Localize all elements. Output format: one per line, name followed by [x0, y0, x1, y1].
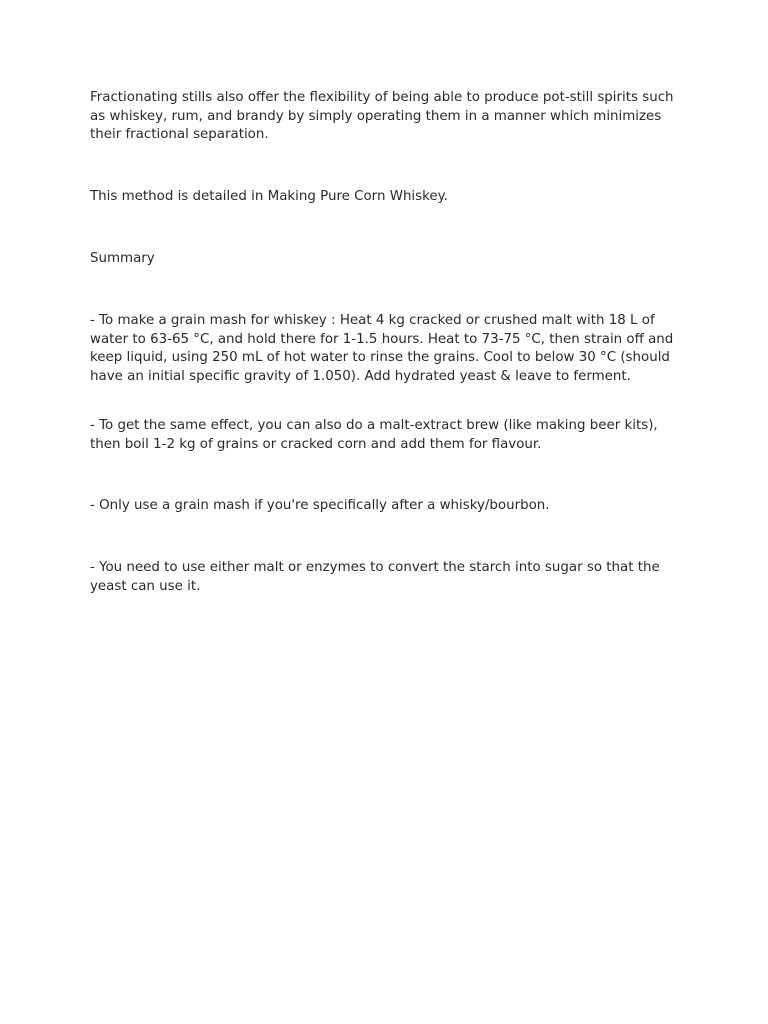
summary-heading: Summary — [90, 251, 155, 266]
grain-mash-usage-paragraph: - Only use a grain mash if you're specifically after a whisky/bourbon. — [90, 498, 550, 513]
grain-mash-paragraph: - To make a grain mash for whiskey : Heat 4 kg cracked or crushed malt with 18 L of water to 63-65 °C, and hold there for 1-1.5 hours. Heat to 73-75 °C, then strain off and keep liquid, using 250 mL of hot water to rinse the grains. Cool to below 30 °C (should have an initial specific gravity of 1.050). Add hydrated yeast & leave to ferment. — [90, 313, 674, 384]
enzymes-paragraph: - You need to use either malt or enzymes to convert the starch into sugar so that the yeast can use it. — [90, 560, 660, 594]
malt-extract-paragraph: - To get the same effect, you can also do a malt-extract brew (like making beer kits), then boil 1-2 kg of grains or cracked corn and add them for flavour. — [90, 418, 658, 452]
intro-paragraph: Fractionating stills also offer the flexibility of being able to produce pot-still spirits such as whiskey, rum, and brandy by simply operating them in a manner which minimizes their fractional separation. — [90, 90, 674, 143]
method-reference-paragraph: This method is detailed in Making Pure Corn Whiskey. — [90, 189, 448, 204]
